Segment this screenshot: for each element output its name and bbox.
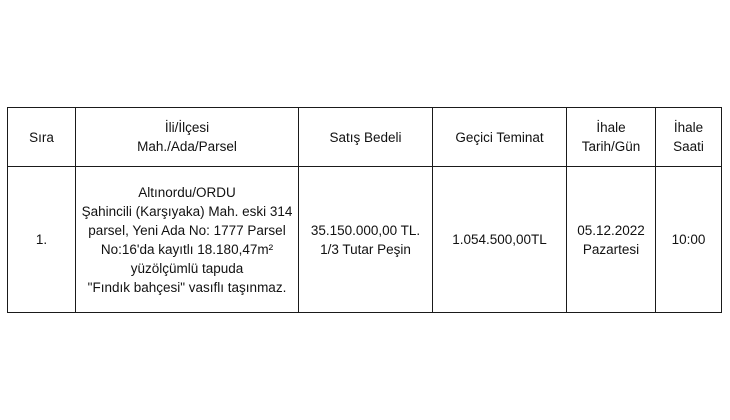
header-location [76, 108, 299, 167]
header-text: Saati [673, 139, 704, 154]
cell-text: 10:00 [671, 232, 706, 247]
cell-location [76, 167, 299, 313]
header-text: Tarih/Gün [581, 139, 641, 154]
header-price [299, 108, 433, 167]
table-header-row [8, 108, 722, 167]
table-row [8, 167, 722, 313]
header-text: Geçici Teminat [455, 129, 544, 145]
header-date [567, 108, 656, 167]
auction-table [7, 107, 722, 313]
header-sira [8, 108, 76, 167]
cell-text: 1/3 Tutar Peşin [320, 241, 411, 257]
cell-text: 1. [35, 232, 48, 247]
auction-table-container [7, 107, 722, 313]
cell-text: Altınordu/ORDU [138, 184, 236, 200]
header-text: İli/İlçesi [164, 120, 210, 135]
cell-sira [8, 167, 76, 313]
header-text: Mah./Ada/Parsel [137, 139, 237, 154]
cell-text: 35.150.000,00 TL. [310, 222, 421, 238]
cell-date [567, 167, 656, 313]
cell-deposit [433, 167, 567, 313]
cell-text: 1.054.500,00TL [452, 232, 547, 247]
header-text: İhale [596, 120, 626, 135]
header-text: Satış Bedeli [329, 129, 402, 145]
header-deposit [433, 108, 567, 167]
header-time [656, 108, 722, 167]
cell-text: "Fındık bahçesi" vasıflı taşınmaz. [87, 279, 287, 295]
cell-time [656, 167, 722, 313]
cell-price [299, 167, 433, 313]
cell-text: Pazartesi [582, 241, 640, 257]
cell-text: Şahincili (Karşıyaka) Mah. eski 314 [81, 203, 293, 219]
header-text: Sıra [29, 129, 54, 145]
cell-text: 05.12.2022 [577, 222, 645, 238]
cell-text: yüzölçümlü tapuda [130, 260, 244, 276]
cell-text: parsel, Yeni Ada No: 1777 Parsel [88, 222, 286, 238]
cell-text: No:16'da kayıtlı 18.180,47m² [100, 241, 274, 257]
header-text: İhale [673, 120, 704, 135]
